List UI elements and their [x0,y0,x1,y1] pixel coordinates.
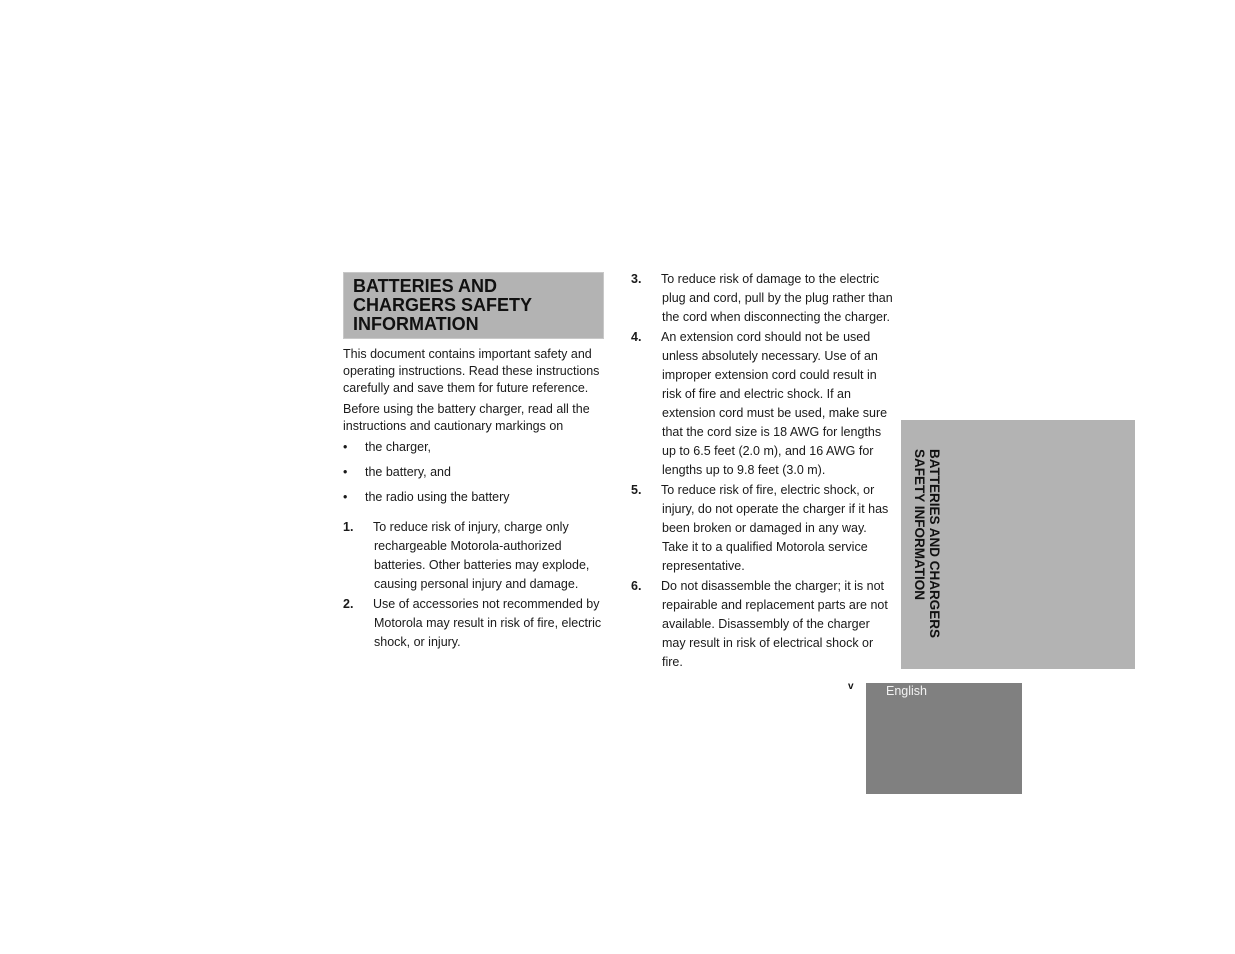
right-column [631,270,893,673]
safety-item-5 [631,481,893,576]
intro-paragraph-1: This document contains important safety and operating instructions. Read these instructions carefully and save them for future reference. [343,347,600,395]
item-number: 2. [343,597,354,611]
item-number: 3. [631,272,642,286]
section-title-line-2: CHARGERS SAFETY [353,295,533,315]
safety-item-6 [631,577,893,672]
item-number: 1. [343,520,354,534]
safety-item-1 [343,518,605,594]
intro-paragraph-2: Before using the battery charger, read all the instructions and cautionary markings on [343,402,590,433]
section-title-line-1: BATTERIES AND [353,276,497,296]
list-item-text: the charger, [365,440,432,454]
list-item [343,489,605,514]
section-title-line-3: INFORMATION [353,314,479,334]
bullet-icon: • [343,490,348,504]
list-item [343,439,605,464]
bullet-icon: • [343,465,348,479]
list-item-text: the battery, and [365,465,451,479]
item-number: 5. [631,483,642,497]
item-text: Do not disassemble the charger; it is not repairable and replacement parts are not available. Disassembly of the charger may result in risk of electrical shock or fire. [661,579,888,669]
item-text: To reduce risk of fire, electric shock, or injury, do not operate the charger if it has been broken or damaged in any way. Take it to a qualified Motorola service representative. [661,483,889,573]
section-title-box [343,272,604,339]
list-item-text: the radio using the battery [365,490,510,504]
markings-list [343,439,605,514]
bullet-icon: • [343,440,348,454]
item-text: To reduce risk of injury, charge only rechargeable Motorola-authorized batteries. Other batteries may explode, causing personal injury and damage. [373,520,590,591]
safety-item-4 [631,328,893,480]
chapter-side-tab-label [908,449,942,649]
item-text: An extension cord should not be used unless absolutely necessary. Use of an improper extension cord could result in risk of fire and electric shock. If an extension cord must be used, make sure that the cord size is 18 AWG for lengths up to 6.5 feet (2.0 m), and 16 AWG for lengths up to 9.8 feet (3.0 m). [661,330,888,477]
item-number: 6. [631,579,642,593]
item-text: To reduce risk of damage to the electric plug and cord, pull by the plug rather than the cord when disconnecting the charger. [661,272,893,324]
item-number: 4. [631,330,642,344]
language-label: English [886,684,927,698]
side-tab-line-2: SAFETY INFORMATION [912,449,927,600]
language-tab [866,683,1022,794]
side-tab-line-1: BATTERIES AND CHARGERS [927,449,942,639]
left-column [343,346,605,653]
safety-item-3 [631,270,893,327]
page-number: v [848,681,854,692]
list-item [343,464,605,489]
item-text: Use of accessories not recommended by Motorola may result in risk of fire, electric shock, or injury. [373,597,602,649]
safety-item-2 [343,595,605,652]
